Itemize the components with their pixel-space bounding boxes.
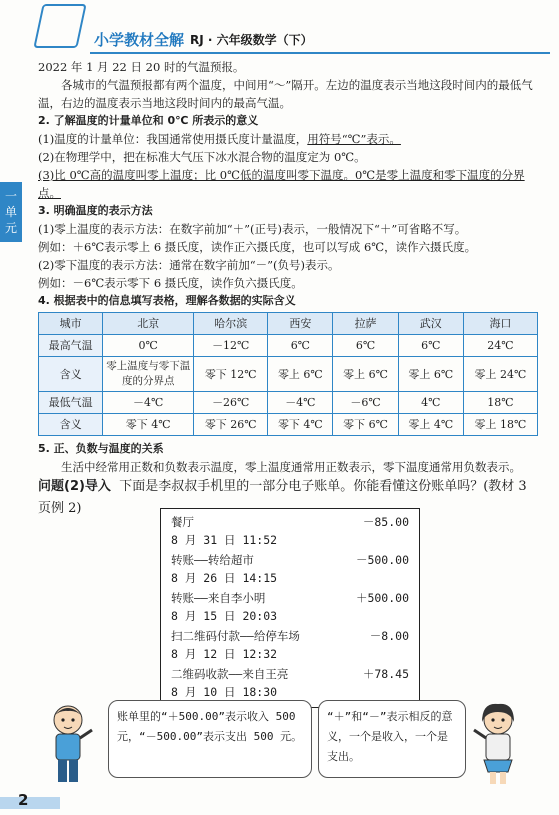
table-cell: 6℃ <box>398 335 463 357</box>
page-header <box>0 0 559 58</box>
unit-definition: (1)温度的计量单位：我国通常使用摄氏度计量温度，用符号“℃”表示。 <box>38 132 401 146</box>
table-cell: 零下 12℃ <box>194 357 268 392</box>
table-header-cell: 武汉 <box>398 313 463 335</box>
table-cell: 零上 6℃ <box>268 357 333 392</box>
table-cell: 24℃ <box>463 335 537 357</box>
girl-illustration-icon <box>468 700 528 788</box>
table-cell: 最低气温 <box>39 392 103 414</box>
bill-amount: －85.00 <box>362 515 409 529</box>
table-cell: 零下 6℃ <box>333 414 398 436</box>
footer-bar <box>0 797 60 809</box>
bill-time: 8 月 31 日 11:52 <box>171 533 278 547</box>
bill-entry <box>171 589 409 625</box>
bill-amount: ＋500.00 <box>355 591 409 605</box>
page-footer <box>0 788 559 815</box>
table-cell: 零上 18℃ <box>463 414 537 436</box>
bill-item: 转账——转给超市 <box>171 553 254 567</box>
negative-notation: (2)零下温度的表示方法：通常在数字前加“－”(负号)表示。 <box>38 258 340 272</box>
table-cell: －12℃ <box>194 335 268 357</box>
bill-entry <box>171 665 409 701</box>
side-tab-char: 单 <box>4 205 17 219</box>
bill-time: 8 月 26 日 14:15 <box>171 571 278 585</box>
main-content <box>38 58 540 520</box>
table-row <box>39 392 538 414</box>
table-cell: 含义 <box>39 357 103 392</box>
bill-time: 8 月 15 日 20:03 <box>171 609 278 623</box>
table-cell: 零上 24℃ <box>463 357 537 392</box>
table-cell: 18℃ <box>463 392 537 414</box>
zero-definition: (2)在物理学中，把在标准大气压下冰水混合物的温度定为 0℃。 <box>38 150 366 164</box>
bill-time: 8 月 12 日 12:32 <box>171 647 278 661</box>
bill-entry <box>171 513 409 549</box>
speech-bubble-left <box>108 700 312 778</box>
positive-notation: (1)零上温度的表示方法：在数字前加“＋”(正号)表示，一般情况下“＋”可省略不写。 <box>38 222 467 236</box>
page-number: 2 <box>18 791 29 809</box>
positive-example: 例如：＋6℃表示零上 6 摄氏度，读作正六摄氏度，也可以写成 6℃，读作六摄氏度。 <box>38 240 477 254</box>
table-cell: 零上 6℃ <box>398 357 463 392</box>
table-header-cell: 西安 <box>268 313 333 335</box>
brand-title: 小学教材全解 <box>94 31 185 49</box>
bill-item: 扫二维码付款——给停车场 <box>171 629 300 643</box>
table-cell: 最高气温 <box>39 335 103 357</box>
bill-amount: ＋78.45 <box>362 667 409 681</box>
speech-right-text: “＋”和“－”表示相反的意义，一个是收入，一个是支出。 <box>327 710 453 763</box>
bill-time: 8 月 10 日 18:30 <box>171 685 278 699</box>
bill-amount: －500.00 <box>355 553 409 567</box>
book-logo-icon <box>33 4 86 48</box>
speech-bubble-right <box>318 700 466 778</box>
table-cell: －4℃ <box>103 392 194 414</box>
table-cell: 零下 26℃ <box>194 414 268 436</box>
bill-item: 转账——来自李小明 <box>171 591 266 605</box>
table-row <box>39 335 538 357</box>
table-cell: －4℃ <box>268 392 333 414</box>
temperature-table <box>38 312 538 436</box>
above-below-definition: (3)比 0℃高的温度叫零上温度；比 0℃低的温度叫零下温度。0℃是零上温度和零下温度的分界点。 <box>38 168 525 200</box>
unit-side-tab <box>0 182 22 242</box>
table-cell: 0℃ <box>103 335 194 357</box>
section-heading-5: 5. 正、负数与温度的关系 <box>38 442 164 455</box>
table-cell: 零上 4℃ <box>398 414 463 436</box>
speech-left-text: 账单里的“＋500.00”表示收入 500 元，“－500.00”表示支出 500 元。 <box>117 710 303 743</box>
unit-text: 温度的计量单位：我国通常使用摄氏度计量温度， <box>54 132 308 146</box>
side-tab-char: 元 <box>4 221 17 235</box>
sign-temperature-relation: 生活中经常用正数和负数表示温度，零上温度通常用正数表示，零下温度通常用负数表示。 <box>61 460 521 474</box>
problem-text: 下面是李叔叔手机里的一部分电子账单。你能看懂这份账单吗？(教材 3 页例 2) <box>38 479 527 516</box>
table-header-row <box>39 313 538 335</box>
boy-illustration-icon <box>38 700 98 788</box>
forecast-explanation: 各城市的气温预报都有两个温度，中间用“～”隔开。左边的温度表示当地这段时间内的最低气温，右边的温度表示当地这段时间内的最高气温。 <box>38 78 533 110</box>
table-header-cell: 海口 <box>463 313 537 335</box>
table-cell: 含义 <box>39 414 103 436</box>
table-header-cell: 哈尔滨 <box>194 313 268 335</box>
table-row <box>39 414 538 436</box>
section-heading-4: 4. 根据表中的信息填写表格，理解各数据的实际含义 <box>38 294 296 307</box>
book-subtitle: RJ · 六年级数学（下） <box>190 33 313 47</box>
header-rule <box>90 52 550 54</box>
forecast-caption: 2022 年 1 月 22 日 20 时的气温预报。 <box>38 60 245 74</box>
table-cell: 6℃ <box>268 335 333 357</box>
unit-symbol-text: 用符号“℃”表示。 <box>307 132 401 146</box>
table-header-cell: 拉萨 <box>333 313 398 335</box>
bill-entry <box>171 551 409 587</box>
table-cell: －6℃ <box>333 392 398 414</box>
side-tab-char: 一 <box>4 189 17 203</box>
table-cell: 零上温度与零下温度的分界点 <box>103 357 194 392</box>
bill-entry <box>171 627 409 663</box>
table-cell: 零下 4℃ <box>103 414 194 436</box>
bill-item: 餐厅 <box>171 515 194 529</box>
problem-label: 问题(2)导入 <box>38 479 111 494</box>
table-cell: 4℃ <box>398 392 463 414</box>
bill-amount: －8.00 <box>369 629 409 643</box>
bill-item: 二维码收款——来自王亮 <box>171 667 289 681</box>
table-cell: －26℃ <box>194 392 268 414</box>
section-heading-2: 2. 了解温度的计量单位和 0℃ 所表示的意义 <box>38 114 259 127</box>
negative-example: 例如：－6℃表示零下 6 摄氏度，读作负六摄氏度。 <box>38 276 303 290</box>
section-heading-3: 3. 明确温度的表示方法 <box>38 204 153 217</box>
e-bill <box>160 508 420 708</box>
table-cell: 零下 4℃ <box>268 414 333 436</box>
table-row <box>39 357 538 392</box>
table-header-cell: 北京 <box>103 313 194 335</box>
table-cell: 6℃ <box>333 335 398 357</box>
table-header-cell: 城市 <box>39 313 103 335</box>
table-cell: 零上 6℃ <box>333 357 398 392</box>
